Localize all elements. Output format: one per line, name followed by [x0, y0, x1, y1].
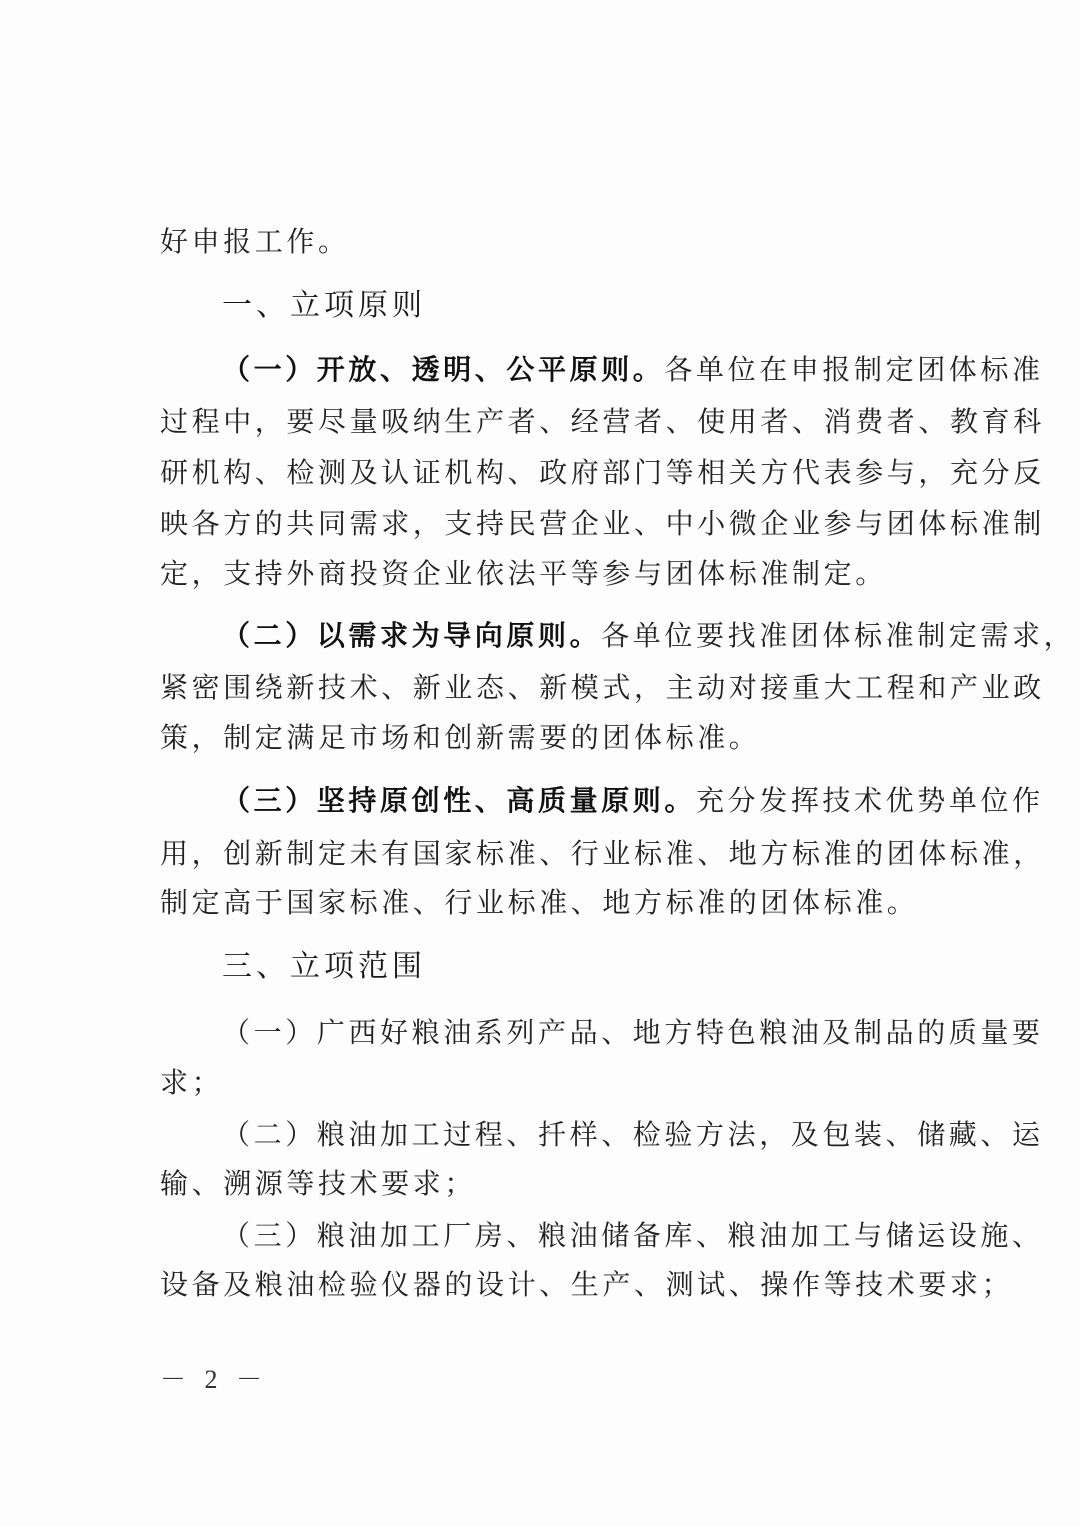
- principle-2-title: （二）以需求为导向原则。: [222, 619, 602, 652]
- section1-heading: 一、立项原则: [222, 288, 426, 323]
- principle-1-line-1: [222, 352, 1044, 388]
- principle-1-line-2: 过程中，要尽量吸纳生产者、经营者、使用者、消费者、教育科: [160, 405, 1045, 438]
- principle-2-text: 各单位要找准团体标准制定需求，: [601, 619, 1076, 652]
- principle-2-line-1: [222, 618, 1076, 654]
- principle-1-line-3: 研机构、检测及认证机构、政府部门等相关方代表参与，充分反: [160, 456, 1045, 489]
- section3-heading: 三、立项范围: [222, 949, 426, 984]
- principle-2-line-3: 策，制定满足市场和创新需要的团体标准。: [160, 721, 761, 754]
- scope-2-line-1: （二）粮油加工过程、扦样、检验方法，及包装、储藏、运: [222, 1118, 1044, 1151]
- intro-line: 好申报工作。: [160, 225, 350, 258]
- principle-3-text: 充分发挥技术优势单位作: [696, 784, 1044, 817]
- scope-3-line-1: （三）粮油加工厂房、粮油储备库、粮油加工与储运设施、: [222, 1219, 1044, 1252]
- scope-1-line-1: （一）广西好粮油系列产品、地方特色粮油及制品的质量要: [222, 1016, 1044, 1049]
- principle-1-line-5: 定，支持外商投资企业依法平等参与团体标准制定。: [160, 557, 887, 590]
- principle-3-line-3: 制定高于国家标准、行业标准、地方标准的团体标准。: [160, 886, 919, 919]
- principle-3-line-1: [222, 783, 1044, 819]
- principle-3-title: （三）坚持原创性、高质量原则。: [222, 784, 697, 817]
- page-number: － 2 －: [160, 1365, 269, 1394]
- scope-1-line-2: 求；: [160, 1066, 224, 1099]
- principle-3-line-2: 用，创新制定未有国家标准、行业标准、地方标准的团体标准，: [160, 837, 1045, 870]
- principle-2-line-2: 紧密围绕新技术、新业态、新模式，主动对接重大工程和产业政: [160, 671, 1045, 704]
- principle-1-text: 各单位在申报制定团体标准: [664, 353, 1044, 386]
- principle-1-title: （一）开放、透明、公平原则。: [222, 353, 665, 386]
- principle-1-line-4: 映各方的共同需求，支持民营企业、中小微企业参与团体标准制: [160, 507, 1045, 540]
- scope-2-line-2: 输、溯源等技术要求；: [160, 1167, 477, 1200]
- scope-3-line-2: 设备及粮油检验仪器的设计、生产、测试、操作等技术要求；: [160, 1268, 1014, 1301]
